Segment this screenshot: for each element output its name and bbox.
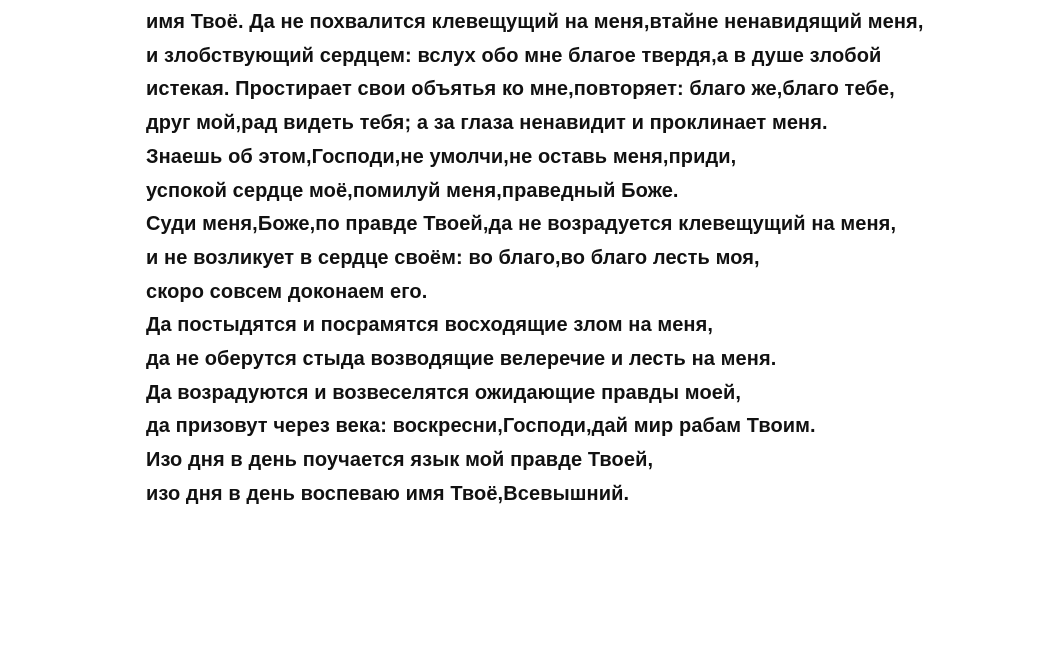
text-line: Изо дня в день поучается язык мой правде Твоей, [146, 449, 654, 472]
text-line: Да постыдятся и посрамятся восходящие злом на меня, [146, 314, 714, 337]
text-line: Знаешь об этом,Господи,не умолчи,не оставь меня,приди, [146, 145, 737, 168]
text-line: да не оберутся стыда возводящие велеречие и лесть на меня. [146, 348, 777, 371]
text-line: и не возликует в сердце своём: во благо,во благо лесть моя, [146, 246, 760, 269]
text-line: Да возрадуются и возвеселятся ожидающие правды моей, [146, 381, 742, 404]
text-line: скоро совсем доконаем его. [146, 280, 428, 303]
text-line: Суди меня,Боже,по правде Твоей,да не возрадуется клевещущий на меня, [146, 213, 897, 236]
text-line: изо дня в день воспеваю имя Твоё,Всевышний. [146, 482, 630, 505]
text-block [146, 6, 1016, 512]
text-line: истекая. Простирает свои объятья ко мне,повторяет: благо же,благо тебе, [146, 78, 895, 101]
text-line: друг мой,рад видеть тебя; а за глаза ненавидит и проклинает меня. [146, 112, 828, 135]
text-line: имя Твоё. Да не похвалится клевещущий на меня,втайне ненавидящий меня, [146, 11, 924, 33]
text-line: да призовут через века: воскресни,Господи,дай мир рабам Твоим. [146, 415, 816, 438]
text-line: успокой сердце моё,помилуй меня,праведный Боже. [146, 179, 679, 202]
text-line: и злобствующий сердцем: вслух обо мне благое твердя,а в душе злобой [146, 44, 882, 67]
